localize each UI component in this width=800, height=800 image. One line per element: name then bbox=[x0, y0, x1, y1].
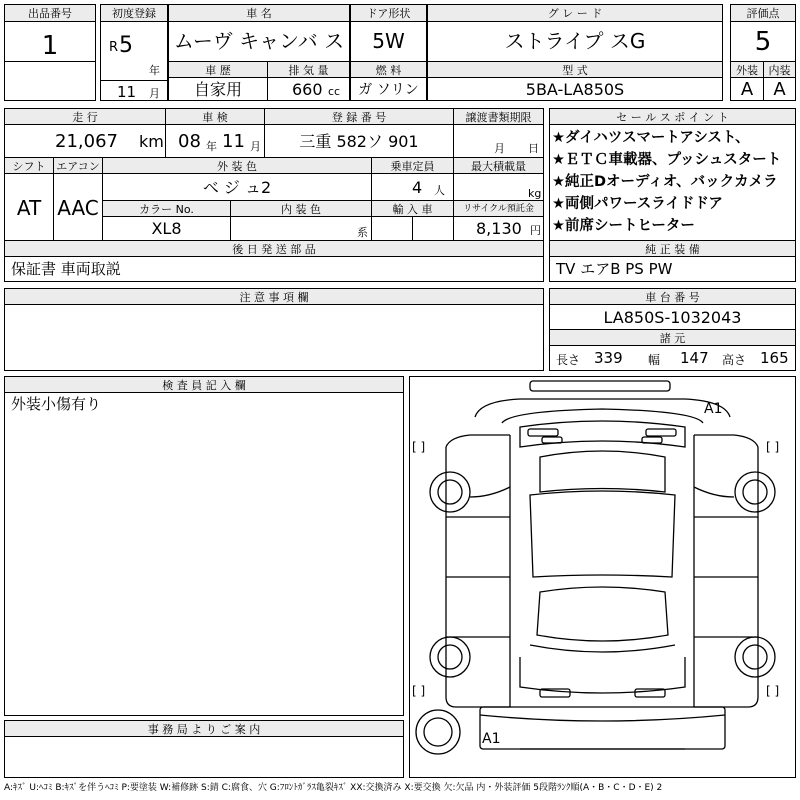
ac-label: エアコン bbox=[56, 160, 100, 173]
bracket-front-right: [ ] bbox=[766, 440, 780, 454]
chassis-label: 車 台 番 号 bbox=[645, 291, 700, 304]
capacity: 4 bbox=[412, 178, 423, 197]
inspector-note: 外装小傷有り bbox=[11, 395, 102, 413]
color-no: XL8 bbox=[151, 219, 182, 238]
score: 5 bbox=[754, 27, 772, 57]
color-no-label: カラー No. bbox=[139, 203, 194, 216]
width-value: 147 bbox=[680, 349, 709, 367]
sales-point-1: ★ダイハツスマートアシスト、 bbox=[552, 130, 750, 146]
recycle-unit: 円 bbox=[530, 224, 541, 237]
sales-point-4: ★両側パワースライドドア bbox=[552, 196, 723, 212]
transfer-month-unit: 月 bbox=[494, 142, 505, 155]
inspector-label: 検 査 員 記 入 欄 bbox=[162, 379, 246, 392]
mark-rear: A1 bbox=[482, 731, 501, 747]
color-label: 外 装 色 bbox=[217, 160, 257, 173]
car-name: ムーヴ キャンバ ス bbox=[173, 29, 345, 53]
shift: AT bbox=[16, 196, 42, 220]
int-label: 内装 bbox=[768, 64, 791, 77]
score-box bbox=[730, 4, 796, 62]
transfer-day-unit: 日 bbox=[528, 142, 539, 155]
recycle-label: リサイクル預託金 bbox=[463, 204, 534, 214]
int-grade: A bbox=[773, 79, 786, 100]
transfer-label: 譲渡書類期限 bbox=[465, 111, 532, 124]
bracket-rear-left: [ ] bbox=[412, 684, 426, 698]
insp-year-unit: 年 bbox=[206, 140, 217, 153]
height-label: 高さ bbox=[722, 353, 747, 367]
sales-point-5: ★前席シートヒーター bbox=[552, 218, 695, 234]
fuel-label: 燃 料 bbox=[375, 64, 402, 77]
car-diagram bbox=[409, 376, 796, 778]
length-value: 339 bbox=[594, 349, 623, 367]
era: R bbox=[109, 40, 119, 55]
length-label: 長さ bbox=[556, 353, 581, 367]
plate-label: 登 録 番 号 bbox=[331, 111, 387, 124]
grade: ストライプ スG bbox=[504, 29, 646, 53]
shift-label: シフト bbox=[12, 160, 46, 173]
lot-number: 1 bbox=[41, 31, 59, 61]
displacement: 660 bbox=[292, 80, 323, 99]
bracket-rear-right: [ ] bbox=[766, 684, 780, 698]
lot-label: 出品番号 bbox=[28, 7, 72, 20]
inspection-label: 車 検 bbox=[202, 111, 228, 124]
sales-points bbox=[549, 124, 796, 241]
first-reg-label: 初度登録 bbox=[112, 7, 156, 20]
grade-label: グ レ ー ド bbox=[547, 7, 603, 20]
door-box bbox=[350, 4, 427, 62]
capacity-unit: 人 bbox=[434, 184, 445, 197]
mileage-unit: km bbox=[139, 132, 164, 151]
disp-label: 排 気 量 bbox=[288, 64, 329, 77]
chassis-number: LA850S-1032043 bbox=[603, 308, 742, 327]
equip-label: 純 正 装 備 bbox=[645, 243, 700, 256]
history: 自家用 bbox=[193, 80, 242, 99]
recycle-fee: 8,130 bbox=[476, 219, 522, 238]
score-label: 評価点 bbox=[746, 7, 780, 20]
legend: A:ｷｽﾞ U:ﾍｺﾐ B:ｷｽﾞを伴うﾍｺﾐ P:要塗装 W:補修跡 S:錆 C:腐食、穴 G:ﾌﾛﾝﾄｶﾞﾗｽ亀裂ｷｽﾞ XX:交換済み X:要交換 欠:欠品 内・外装評価 5段階ﾗﾝｸ順(A・B・C・D・E) 2 bbox=[4, 783, 663, 793]
insp-year: 08 bbox=[178, 131, 201, 152]
mark-front: A1 bbox=[704, 401, 723, 417]
sales-label: セ ー ル ス ポ イ ン ト bbox=[616, 111, 729, 124]
year-unit: 年 bbox=[149, 64, 160, 77]
later-parts-label: 後 日 発 送 部 品 bbox=[232, 243, 316, 256]
fuel: ガ ソリン bbox=[358, 82, 419, 98]
load-unit: kg bbox=[528, 187, 542, 200]
model-code: 5BA-LA850S bbox=[525, 80, 625, 99]
history-label: 車 歴 bbox=[205, 64, 231, 77]
import-label: 輸 入 車 bbox=[392, 203, 433, 216]
reg-month: 11 bbox=[117, 83, 137, 101]
plate-number: 三重 582ソ 901 bbox=[299, 132, 419, 151]
lot-box bbox=[4, 4, 96, 101]
month-unit: 月 bbox=[149, 87, 160, 100]
car-name-box bbox=[168, 4, 350, 62]
grade-box bbox=[427, 4, 723, 62]
first-reg-box bbox=[100, 4, 168, 101]
int-color-unit: 系 bbox=[357, 226, 368, 239]
mileage-label: 走 行 bbox=[72, 111, 98, 124]
caution-label: 注 意 事 項 欄 bbox=[239, 291, 309, 304]
insp-month-unit: 月 bbox=[250, 140, 261, 153]
caution-area bbox=[4, 304, 544, 371]
load-label: 最大積載量 bbox=[471, 160, 526, 173]
capacity-label: 乗車定員 bbox=[390, 160, 435, 173]
door-type: 5W bbox=[372, 29, 405, 53]
later-parts: 保証書 車両取説 bbox=[11, 260, 121, 278]
office-label: 事 務 局 よ り ご 案 内 bbox=[147, 723, 261, 736]
reg-year: 5 bbox=[119, 33, 133, 58]
sales-point-3: ★純正Dオーディオ、バックカメラ bbox=[552, 174, 778, 190]
car-outline-svg bbox=[410, 377, 795, 777]
ext-label: 外装 bbox=[736, 64, 758, 77]
mileage: 21,067 bbox=[55, 131, 118, 152]
office-area bbox=[4, 736, 404, 778]
bracket-front-left: [ ] bbox=[412, 440, 426, 454]
height-value: 165 bbox=[760, 349, 789, 367]
width-label: 幅 bbox=[648, 353, 661, 367]
insp-month: 11 bbox=[222, 131, 245, 152]
aircon: AAC bbox=[57, 196, 99, 220]
ext-color: ベ ジ ュ2 bbox=[202, 178, 272, 197]
dims-label: 諸 元 bbox=[659, 332, 686, 345]
int-color-label: 内 装 色 bbox=[281, 203, 321, 216]
sales-point-2: ★ＥＴＣ車載器、プッシュスタート bbox=[552, 152, 782, 168]
car-name-label: 車 名 bbox=[246, 7, 272, 20]
ext-grade: A bbox=[740, 79, 754, 100]
model-label: 型 式 bbox=[562, 64, 588, 77]
equipment: TV エアB PS PW bbox=[556, 260, 673, 278]
door-label: ドア形状 bbox=[366, 7, 411, 20]
disp-unit: cc bbox=[328, 85, 341, 98]
